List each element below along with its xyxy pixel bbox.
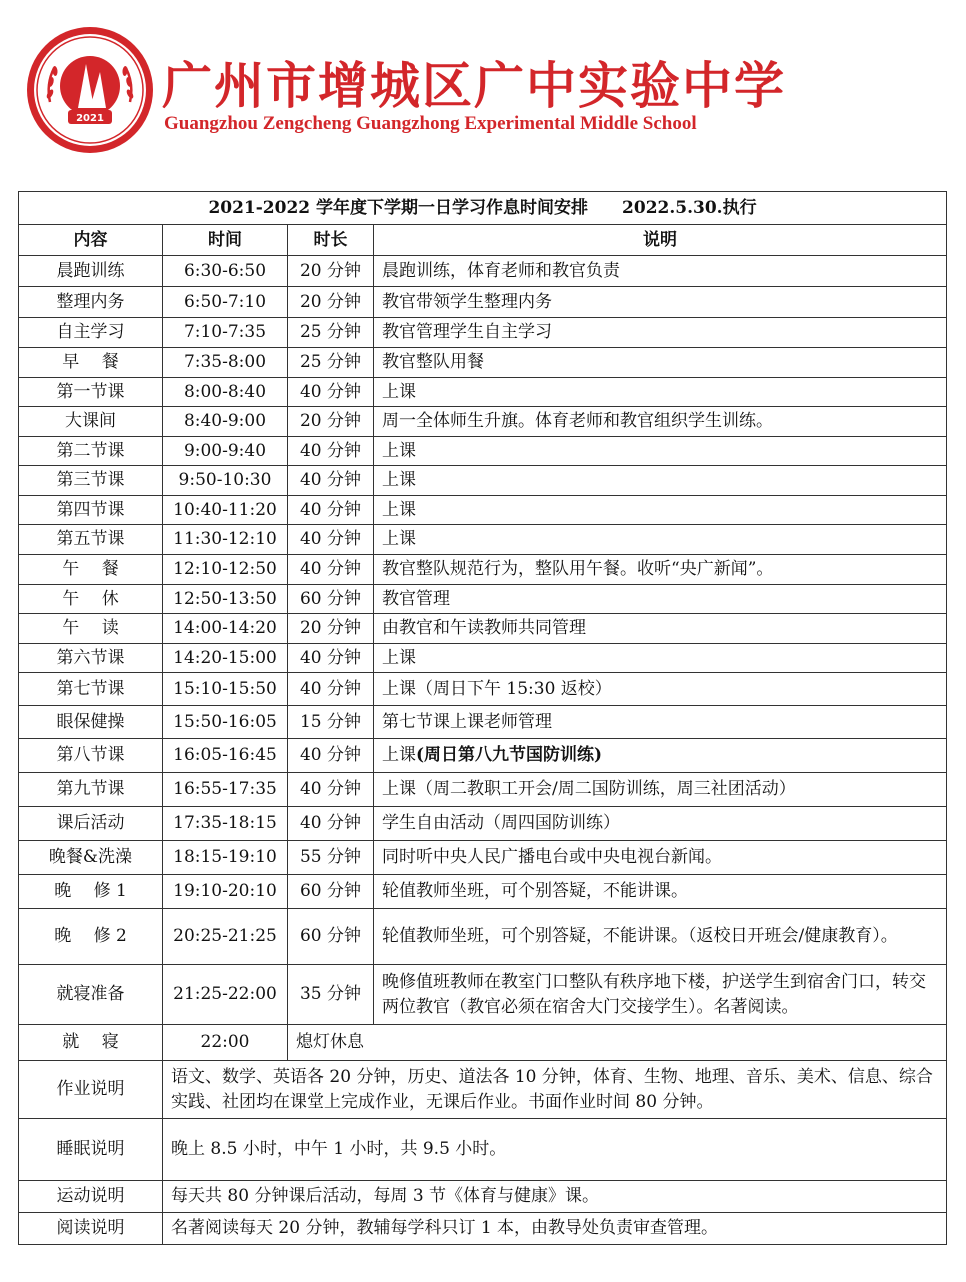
note-cell xyxy=(374,875,947,909)
table-row xyxy=(19,287,947,318)
table-row xyxy=(19,807,947,841)
note-text: 上课 xyxy=(382,470,416,490)
note-text: 上课 xyxy=(382,529,416,549)
duration-cell: 15 分钟 xyxy=(288,706,374,739)
time-cell: 6:50-7:10 xyxy=(163,287,288,318)
note-bold-text: (周日第八九节国防训练) xyxy=(416,745,603,765)
table-row xyxy=(19,437,947,466)
note-cell xyxy=(374,496,947,525)
duration-cell: 25 分钟 xyxy=(288,348,374,378)
emblem-year: 2021 xyxy=(76,113,104,124)
table-row xyxy=(19,773,947,807)
activity-cell: 就寝准备 xyxy=(19,965,163,1025)
note-cell xyxy=(374,525,947,555)
time-cell: 14:00-14:20 xyxy=(163,614,288,644)
time-cell: 7:35-8:00 xyxy=(163,348,288,378)
activity-cell: 午 餐 xyxy=(19,555,163,585)
time-cell: 9:50-10:30 xyxy=(163,466,288,496)
activity-cell: 第七节课 xyxy=(19,673,163,706)
note-text: 第七节课上课老师管理 xyxy=(382,711,552,732)
note-text: 教官管理学生自主学习 xyxy=(382,322,552,342)
note-text: 教官整队规范行为，整队用午餐。收听“央广新闻”。 xyxy=(382,559,774,579)
activity-cell: 眼保健操 xyxy=(19,706,163,739)
activity-cell: 课后活动 xyxy=(19,807,163,841)
time-cell: 22:00 xyxy=(163,1025,288,1061)
duration-cell: 40 分钟 xyxy=(288,739,374,773)
table-title-text: 2021-2022 学年度下学期一日学习作息时间安排 xyxy=(208,197,589,218)
note-cell xyxy=(374,318,947,348)
note-cell xyxy=(374,706,947,739)
note-text: 晚修值班教师在教室门口整队有秩序地下楼，护送学生到宿舍门口，转交两位教官（教官必须在宿舍大门交接学生）。名著阅读。 xyxy=(382,971,926,1017)
duration-cell: 40 分钟 xyxy=(288,437,374,466)
note-text: 上课 xyxy=(382,647,416,668)
note-cell xyxy=(374,256,947,287)
time-cell: 17:35-18:15 xyxy=(163,807,288,841)
note-cell xyxy=(374,466,947,496)
note-text: 由教官和午读教师共同管理 xyxy=(382,618,586,638)
time-cell: 15:10-15:50 xyxy=(163,673,288,706)
explanation-row xyxy=(19,1213,947,1245)
explanation-text: 语文、数学、英语各 20 分钟，历史、道法各 10 分钟，体育、生物、地理、音乐、美术、信息、综合实践、社团均在课堂上完成作业，无课后作业。书面作业时间 80 分钟。 xyxy=(163,1061,947,1119)
note-cell xyxy=(374,407,947,437)
duration-cell: 60 分钟 xyxy=(288,875,374,909)
activity-cell: 晨跑训练 xyxy=(19,256,163,287)
table-row xyxy=(19,496,947,525)
note-text: 上课（周二教职工开会/周二国防训练，周三社团活动） xyxy=(382,779,796,799)
explanation-text: 每天共 80 分钟课后活动，每周 3 节《体育与健康》课。 xyxy=(163,1181,947,1213)
note-text: 晨跑训练，体育老师和教官负责 xyxy=(382,260,620,281)
table-row xyxy=(19,555,947,585)
time-cell: 15:50-16:05 xyxy=(163,706,288,739)
bedtime-row xyxy=(19,1025,947,1061)
time-cell: 14:20-15:00 xyxy=(163,644,288,673)
activity-cell: 午 读 xyxy=(19,614,163,644)
activity-cell: 自主学习 xyxy=(19,318,163,348)
note-cell xyxy=(374,287,947,318)
duration-cell: 20 分钟 xyxy=(288,256,374,287)
duration-cell: 40 分钟 xyxy=(288,773,374,807)
activity-cell: 晚 修 2 xyxy=(19,909,163,965)
table-title-row xyxy=(19,192,947,225)
explanation-label: 作业说明 xyxy=(19,1061,163,1119)
note-text: 教官管理 xyxy=(382,588,450,609)
school-name-english: Guangzhou Zengcheng Guangzhong Experimental Middle School xyxy=(164,113,697,134)
table-row xyxy=(19,256,947,287)
explanation-text: 晚上 8.5 小时，中午 1 小时，共 9.5 小时。 xyxy=(163,1119,947,1181)
duration-cell: 40 分钟 xyxy=(288,673,374,706)
note-text: 同时听中央人民广播电台或中央电视台新闻。 xyxy=(382,847,722,867)
time-cell: 18:15-19:10 xyxy=(163,841,288,875)
note-cell xyxy=(374,348,947,378)
time-cell: 12:50-13:50 xyxy=(163,585,288,614)
table-row xyxy=(19,466,947,496)
note-text: 周一全体师生升旗。体育老师和教官组织学生训练。 xyxy=(382,411,773,431)
activity-cell: 第六节课 xyxy=(19,644,163,673)
time-cell: 20:25-21:25 xyxy=(163,909,288,965)
note-text: 上课 xyxy=(382,499,416,520)
time-cell: 16:05-16:45 xyxy=(163,739,288,773)
note-cell xyxy=(374,555,947,585)
activity-cell: 第四节课 xyxy=(19,496,163,525)
table-row xyxy=(19,875,947,909)
note-cell xyxy=(374,644,947,673)
time-cell: 16:55-17:35 xyxy=(163,773,288,807)
explanation-label: 睡眠说明 xyxy=(19,1119,163,1181)
note-cell xyxy=(374,378,947,407)
note-cell xyxy=(374,673,947,706)
time-cell: 10:40-11:20 xyxy=(163,496,288,525)
explanation-text: 名著阅读每天 20 分钟，教辅每学科只订 1 本，由教导处负责审查管理。 xyxy=(163,1213,947,1245)
time-cell: 9:00-9:40 xyxy=(163,437,288,466)
table-row xyxy=(19,673,947,706)
note-cell xyxy=(374,773,947,807)
note-cell xyxy=(374,585,947,614)
letterhead xyxy=(0,0,966,170)
activity-cell: 大课间 xyxy=(19,407,163,437)
note-text: 上课（周日下午 15:30 返校） xyxy=(382,678,612,699)
note-text: 上课 xyxy=(382,745,416,765)
activity-cell: 就 寝 xyxy=(19,1025,163,1061)
explanation-row xyxy=(19,1119,947,1181)
time-cell: 7:10-7:35 xyxy=(163,318,288,348)
activity-cell: 整理内务 xyxy=(19,287,163,318)
time-cell: 11:30-12:10 xyxy=(163,525,288,555)
activity-cell: 晚 修 1 xyxy=(19,875,163,909)
activity-cell: 第五节课 xyxy=(19,525,163,555)
duration-cell: 60 分钟 xyxy=(288,909,374,965)
duration-cell: 20 分钟 xyxy=(288,287,374,318)
note-cell xyxy=(374,807,947,841)
header-time: 时间 xyxy=(163,225,288,256)
activity-cell: 第八节课 xyxy=(19,739,163,773)
effective-date: 2022.5.30.执行 xyxy=(622,197,757,218)
explanation-label: 阅读说明 xyxy=(19,1213,163,1245)
table-row xyxy=(19,644,947,673)
explanation-label: 运动说明 xyxy=(19,1181,163,1213)
time-cell: 12:10-12:50 xyxy=(163,555,288,585)
time-cell: 21:25-22:00 xyxy=(163,965,288,1025)
school-emblem-icon xyxy=(24,24,156,156)
table-row xyxy=(19,585,947,614)
schedule-table xyxy=(18,191,947,1245)
duration-cell: 40 分钟 xyxy=(288,466,374,496)
note-text: 上课 xyxy=(382,440,416,461)
header-activity: 内容 xyxy=(19,225,163,256)
table-row xyxy=(19,378,947,407)
header-duration: 时长 xyxy=(288,225,374,256)
duration-cell: 40 分钟 xyxy=(288,644,374,673)
duration-cell: 20 分钟 xyxy=(288,614,374,644)
time-cell: 8:00-8:40 xyxy=(163,378,288,407)
duration-cell: 20 分钟 xyxy=(288,407,374,437)
table-row xyxy=(19,909,947,965)
table-title xyxy=(19,192,947,225)
note-text: 轮值教师坐班，可个别答疑，不能讲课。（返校日开班会/健康教育）。 xyxy=(382,926,898,946)
table-row xyxy=(19,525,947,555)
time-cell: 19:10-20:10 xyxy=(163,875,288,909)
duration-cell: 40 分钟 xyxy=(288,525,374,555)
note-text: 上课 xyxy=(382,381,416,402)
activity-cell: 晚餐&洗澡 xyxy=(19,841,163,875)
table-row xyxy=(19,614,947,644)
duration-cell: 40 分钟 xyxy=(288,555,374,585)
table-row xyxy=(19,318,947,348)
duration-cell: 40 分钟 xyxy=(288,496,374,525)
duration-cell: 55 分钟 xyxy=(288,841,374,875)
activity-cell: 午 休 xyxy=(19,585,163,614)
table-row xyxy=(19,965,947,1025)
note-cell xyxy=(374,909,947,965)
note-cell xyxy=(374,739,947,773)
time-cell: 8:40-9:00 xyxy=(163,407,288,437)
activity-cell: 第九节课 xyxy=(19,773,163,807)
duration-cell: 60 分钟 xyxy=(288,585,374,614)
duration-cell: 40 分钟 xyxy=(288,807,374,841)
duration-cell: 40 分钟 xyxy=(288,378,374,407)
note-cell: 熄灯休息 xyxy=(288,1025,947,1061)
note-cell xyxy=(374,437,947,466)
activity-cell: 早 餐 xyxy=(19,348,163,378)
note-text: 轮值教师坐班，可个别答疑，不能讲课。 xyxy=(382,881,688,901)
note-text: 教官整队用餐 xyxy=(382,352,484,372)
note-text: 教官带领学生整理内务 xyxy=(382,291,552,312)
table-row xyxy=(19,407,947,437)
school-name-chinese: 广州市增城区广中实验中学 xyxy=(162,57,786,115)
activity-cell: 第三节课 xyxy=(19,466,163,496)
activity-cell: 第一节课 xyxy=(19,378,163,407)
header-note: 说明 xyxy=(374,225,947,256)
note-cell xyxy=(374,614,947,644)
explanation-row xyxy=(19,1061,947,1119)
table-row xyxy=(19,739,947,773)
table-row xyxy=(19,706,947,739)
duration-cell: 25 分钟 xyxy=(288,318,374,348)
column-header-row xyxy=(19,225,947,256)
note-cell xyxy=(374,965,947,1025)
table-row xyxy=(19,841,947,875)
note-cell xyxy=(374,841,947,875)
activity-cell: 第二节课 xyxy=(19,437,163,466)
note-text: 学生自由活动（周四国防训练） xyxy=(382,813,620,833)
explanation-row xyxy=(19,1181,947,1213)
time-cell: 6:30-6:50 xyxy=(163,256,288,287)
duration-cell: 35 分钟 xyxy=(288,965,374,1025)
table-row xyxy=(19,348,947,378)
